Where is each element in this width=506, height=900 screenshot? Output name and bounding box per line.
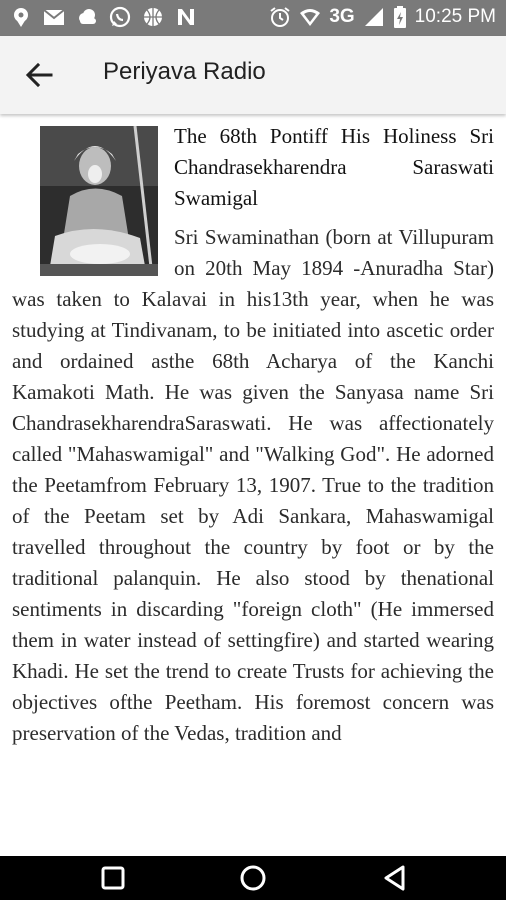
signal-icon (363, 6, 385, 28)
whatsapp-icon (109, 6, 131, 28)
battery-icon (393, 6, 407, 28)
app-bar (0, 36, 506, 114)
article-body: Sri Swaminathan (born at Villupuram on 20th May 1894 -Anuradha Star) was taken to Kalavai in his13th year, when he was studying at Tindivanam, to be initiated into ascetic order and ordained asthe 68th Acharya of the Kanchi Kamakoti Math. He was given the Sanyasa name Sri ChandrasekharendraSaraswati. He was affectionately called "Mahaswamigal" and "Walking God". He adorned the Peetamfrom February 13, 1907. True to the tradition of the Peetam set by Adi Sankara, Mahaswamigal travelled throughout the country by foot or by the traditional palanquin. He also stood by thenational sentiments in discarding "foreign cloth" (He immersed them in water instead of settingfire) and started wearing Khadi. He set the trend to create Trusts for achieving the objectives ofthe Peetham. His foremost concern was preservation of the Vedas, tradition and (12, 225, 494, 745)
article-title: The 68th Pontiff His Holiness Sri Chandrasekharendra Saraswati Swamigal (174, 124, 494, 210)
basketball-icon (142, 6, 164, 28)
alarm-icon (269, 6, 291, 28)
wifi-icon (299, 6, 321, 28)
system-back-button[interactable] (381, 864, 409, 892)
back-button[interactable] (20, 56, 58, 94)
recents-square-icon (99, 879, 127, 896)
email-icon (43, 6, 65, 28)
app-title: Periyava Radio (103, 58, 266, 85)
home-circle-icon (239, 879, 267, 896)
network-type: 3G (329, 6, 355, 27)
navigation-bar (0, 856, 506, 900)
back-triangle-icon (381, 879, 409, 896)
cloud-icon (76, 6, 98, 28)
notification-icons (10, 6, 197, 28)
recents-button[interactable] (99, 864, 127, 892)
article-scroll-view[interactable] (0, 116, 506, 856)
clock-time: 10:25 PM (414, 6, 496, 27)
article (0, 116, 506, 749)
swamigal-portrait-image (40, 126, 158, 276)
location-pin-icon (10, 6, 32, 28)
status-bar (0, 0, 506, 36)
arrow-left-icon (20, 81, 58, 98)
n-app-icon (175, 6, 197, 28)
system-icons (269, 6, 496, 28)
home-button[interactable] (239, 864, 267, 892)
